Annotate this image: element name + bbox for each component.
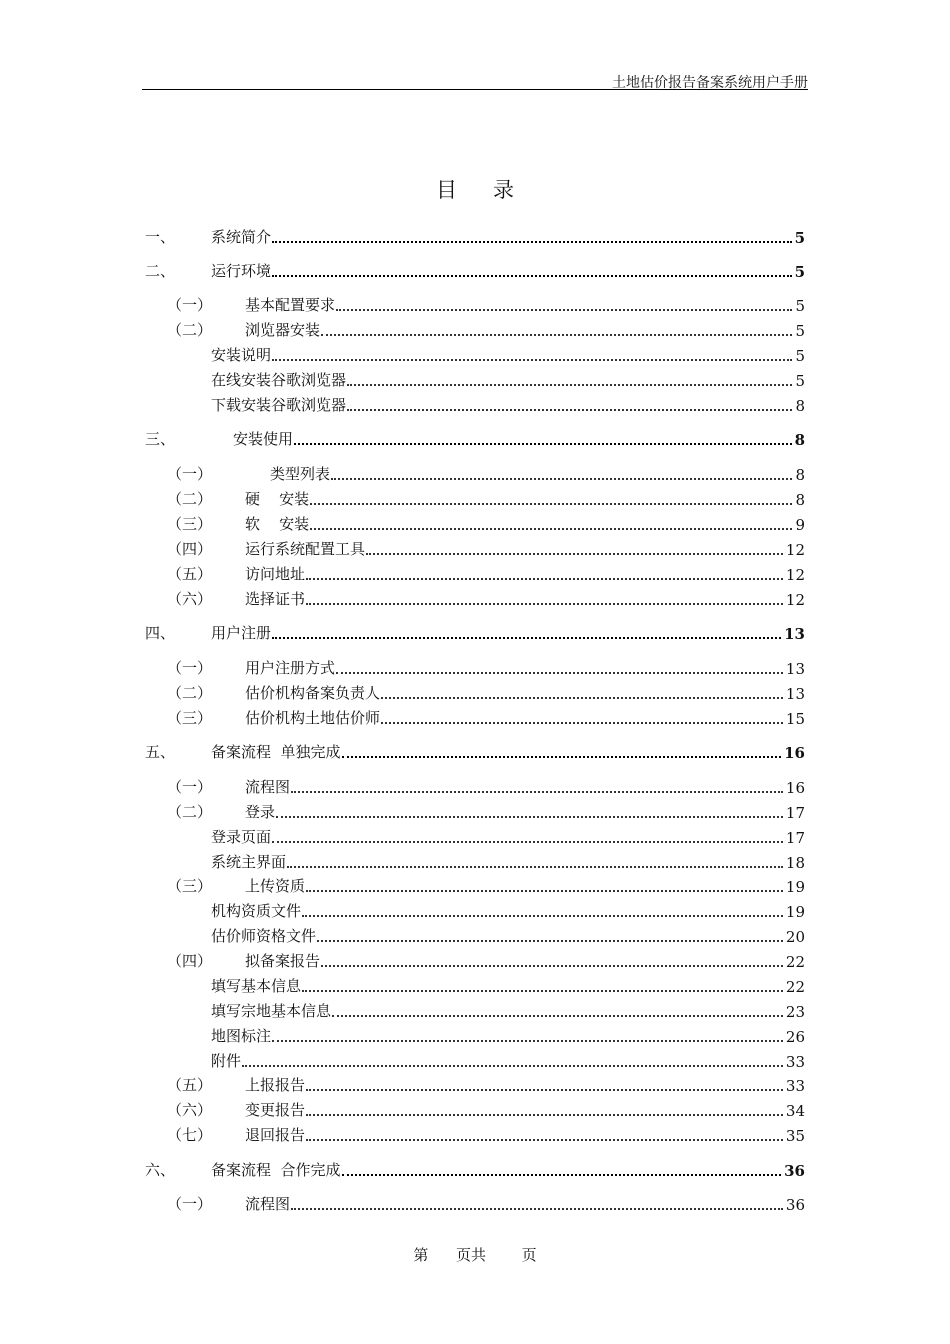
toc-entry[interactable] xyxy=(145,741,805,765)
toc-entry[interactable] xyxy=(211,1050,805,1074)
dot-leader xyxy=(272,637,781,639)
footer-middle: 页共 xyxy=(455,1246,486,1264)
toc-entry-page: 15 xyxy=(785,710,805,728)
dot-leader xyxy=(306,1114,783,1116)
toc-entry[interactable] xyxy=(145,260,805,284)
toc-entry-title: 填写宗地基本信息 xyxy=(211,1002,332,1020)
toc-entry-page: 5 xyxy=(795,372,805,390)
toc-entry-title: 附件 xyxy=(211,1052,242,1070)
dot-leader xyxy=(242,1065,783,1067)
toc-entry-number: （六） xyxy=(167,590,213,608)
dot-leader xyxy=(336,309,792,311)
page-footer xyxy=(0,1244,950,1265)
toc-entry-page: 35 xyxy=(785,1127,805,1145)
toc-entry-page: 20 xyxy=(785,928,805,946)
dot-leader xyxy=(310,503,792,505)
toc-entry[interactable] xyxy=(211,369,805,393)
toc-entry[interactable] xyxy=(211,344,805,368)
toc-entry-title: 用户注册方式 xyxy=(245,659,336,677)
dot-leader xyxy=(272,241,792,243)
dot-leader xyxy=(306,1139,783,1141)
toc-entry-page: 5 xyxy=(795,347,805,365)
dot-leader xyxy=(331,478,792,480)
dot-leader xyxy=(317,940,783,942)
toc-entry-page: 19 xyxy=(785,903,805,921)
toc-entry-title: 运行系统配置工具 xyxy=(245,540,366,558)
toc-entry[interactable] xyxy=(167,1124,805,1148)
toc-entry[interactable] xyxy=(167,463,805,487)
dot-leader xyxy=(332,1015,783,1017)
toc-entry-title: 类型列表 xyxy=(270,465,331,483)
toc-entry-page: 26 xyxy=(785,1028,805,1046)
toc-entry[interactable] xyxy=(167,950,805,974)
toc-entry-title: 硬 安装 xyxy=(245,490,310,508)
toc-entry-number: （五） xyxy=(167,565,213,583)
toc-entry-page: 12 xyxy=(785,591,805,609)
dot-leader xyxy=(272,275,792,277)
toc-entry-title: 运行环境 xyxy=(211,262,272,280)
toc-entry-number: 四、 xyxy=(145,624,176,642)
toc-entry[interactable] xyxy=(211,394,805,418)
toc-entry-number: （三） xyxy=(167,877,213,895)
toc-entry-page: 13 xyxy=(785,660,805,678)
toc-entry[interactable] xyxy=(167,294,805,318)
footer-prefix: 第 xyxy=(413,1246,429,1264)
toc-entry-title: 登录页面 xyxy=(211,828,272,846)
toc-entry-title: 安装使用 xyxy=(233,430,294,448)
toc-entry-title: 在线安装谷歌浏览器 xyxy=(211,371,347,389)
toc-entry-title: 基本配置要求 xyxy=(245,296,336,314)
toc-entry-page: 8 xyxy=(794,431,805,449)
dot-leader xyxy=(321,965,783,967)
toc-entry[interactable] xyxy=(167,707,805,731)
toc-entry-page: 36 xyxy=(785,1196,805,1214)
toc-entry-title: 退回报告 xyxy=(245,1126,306,1144)
toc-entry[interactable] xyxy=(211,900,805,924)
toc-entry-title: 估价机构备案负责人 xyxy=(245,684,381,702)
toc-entry-title: 机构资质文件 xyxy=(211,902,302,920)
dot-leader xyxy=(347,384,792,386)
toc-entry-number: （一） xyxy=(167,659,213,677)
toc-entry-page: 5 xyxy=(794,263,805,281)
toc-entry-page: 23 xyxy=(785,1003,805,1021)
dot-leader xyxy=(294,443,792,445)
toc-entry[interactable] xyxy=(211,975,805,999)
dot-leader xyxy=(336,672,783,674)
toc-entry-title: 用户注册 xyxy=(211,624,272,642)
toc-entry-number: （三） xyxy=(167,709,213,727)
toc-entry[interactable] xyxy=(145,428,805,452)
toc-entry[interactable] xyxy=(211,1000,805,1024)
toc-entry-page: 12 xyxy=(785,566,805,584)
dot-leader xyxy=(366,553,783,555)
toc-entry-title: 浏览器安装 xyxy=(245,321,321,339)
toc-entry-number: （一） xyxy=(167,296,213,314)
toc-entry[interactable] xyxy=(167,875,805,899)
toc-entry-title: 上报报告 xyxy=(245,1076,306,1094)
toc-entry-page: 22 xyxy=(785,953,805,971)
toc-entry-title: 变更报告 xyxy=(245,1101,306,1119)
toc-entry-page: 33 xyxy=(785,1053,805,1071)
toc-entry[interactable] xyxy=(167,513,805,537)
toc-entry-number: 一、 xyxy=(145,228,176,246)
toc-entry-number: （一） xyxy=(167,1195,213,1213)
dot-leader xyxy=(302,990,783,992)
toc-entry[interactable] xyxy=(167,538,805,562)
toc-entry-title: 访问地址 xyxy=(245,565,306,583)
toc-entry[interactable] xyxy=(167,682,805,706)
toc-entry-number: （一） xyxy=(167,465,213,483)
toc-entry[interactable] xyxy=(167,801,805,825)
toc-entry-page: 9 xyxy=(795,516,805,534)
toc-entry-number: （二） xyxy=(167,803,213,821)
toc-entry-number: （六） xyxy=(167,1101,213,1119)
dot-leader xyxy=(342,756,782,758)
toc-entry-number: （二） xyxy=(167,321,213,339)
toc-entry[interactable] xyxy=(145,1159,805,1183)
toc-entry-title: 登录 xyxy=(245,803,276,821)
toc-entry-page: 12 xyxy=(785,541,805,559)
toc-entry-number: （二） xyxy=(167,684,213,702)
toc-entry-title: 拟备案报告 xyxy=(245,952,321,970)
toc-entry[interactable] xyxy=(145,226,805,250)
dot-leader xyxy=(321,334,792,336)
toc-title: 目录 xyxy=(436,178,550,202)
toc-entry[interactable] xyxy=(211,925,805,949)
toc-entry-page: 17 xyxy=(785,804,805,822)
toc-entry-title: 流程图 xyxy=(245,778,291,796)
dot-leader xyxy=(291,1208,783,1210)
running-header: 土地估价报告备案系统用户手册 xyxy=(612,75,808,91)
toc-entry-number: （四） xyxy=(167,540,213,558)
toc-entry[interactable] xyxy=(211,851,805,875)
toc-entry-title: 安装说明 xyxy=(211,346,272,364)
dot-leader xyxy=(306,578,783,580)
toc-entry-page: 36 xyxy=(784,1162,805,1180)
dot-leader xyxy=(347,409,792,411)
toc-entry[interactable] xyxy=(167,488,805,512)
dot-leader xyxy=(276,816,783,818)
toc-entry-page: 34 xyxy=(785,1102,805,1120)
toc-entry-title: 下载安装谷歌浏览器 xyxy=(211,396,347,414)
toc-entry[interactable] xyxy=(167,1193,805,1217)
toc-entry-number: （五） xyxy=(167,1076,213,1094)
toc-entry-number: 三、 xyxy=(145,430,176,448)
toc-entry-title: 估价机构土地估价师 xyxy=(245,709,381,727)
toc-entry[interactable] xyxy=(145,622,805,646)
toc-entry[interactable] xyxy=(167,1099,805,1123)
toc-entry-number: 五、 xyxy=(145,743,176,761)
dot-leader xyxy=(310,528,792,530)
toc-entry-title: 估价师资格文件 xyxy=(211,927,317,945)
toc-entry[interactable] xyxy=(211,826,805,850)
toc-entry-page: 22 xyxy=(785,978,805,996)
dot-leader xyxy=(306,890,783,892)
toc-entry-page: 18 xyxy=(785,854,805,872)
toc-entry-page: 5 xyxy=(795,297,805,315)
toc-entry-title: 流程图 xyxy=(245,1195,291,1213)
toc-entry-number: 二、 xyxy=(145,262,176,280)
toc-entry-title: 系统主界面 xyxy=(211,853,287,871)
toc-entry-page: 8 xyxy=(795,491,805,509)
toc-entry-title: 软 安装 xyxy=(245,515,310,533)
toc-entry-page: 5 xyxy=(794,229,805,247)
dot-leader xyxy=(306,603,783,605)
dot-leader xyxy=(342,1174,782,1176)
toc-entry-title: 填写基本信息 xyxy=(211,977,302,995)
dot-leader xyxy=(272,1040,783,1042)
toc-entry-page: 16 xyxy=(784,744,805,762)
toc-entry[interactable] xyxy=(167,588,805,612)
toc-entry-number: （七） xyxy=(167,1126,213,1144)
toc-entry-page: 8 xyxy=(795,466,805,484)
toc-entry-page: 13 xyxy=(784,625,805,643)
toc-entry-page: 8 xyxy=(795,397,805,415)
toc-entry-title: 选择证书 xyxy=(245,590,306,608)
dot-leader xyxy=(381,697,783,699)
toc-entry[interactable] xyxy=(167,657,805,681)
toc-entry[interactable] xyxy=(167,563,805,587)
toc-entry-title: 系统简介 xyxy=(211,228,272,246)
dot-leader xyxy=(306,1089,783,1091)
toc-entry-page: 17 xyxy=(785,829,805,847)
toc-entry-title: 备案流程 单独完成 xyxy=(211,743,341,761)
toc-entry-title: 地图标注 xyxy=(211,1027,272,1045)
dot-leader xyxy=(272,359,792,361)
toc-entry-number: （三） xyxy=(167,515,213,533)
dot-leader xyxy=(302,915,783,917)
toc-entry[interactable] xyxy=(211,1025,805,1049)
toc-entry-page: 16 xyxy=(785,779,805,797)
toc-entry-number: 六、 xyxy=(145,1161,176,1179)
toc-entry-page: 19 xyxy=(785,878,805,896)
toc-entry-title: 上传资质 xyxy=(245,877,306,895)
toc-entry-number: （四） xyxy=(167,952,213,970)
toc-entry-page: 5 xyxy=(795,322,805,340)
dot-leader xyxy=(272,841,783,843)
toc-entry[interactable] xyxy=(167,1074,805,1098)
toc-entry-page: 33 xyxy=(785,1077,805,1095)
dot-leader xyxy=(291,791,783,793)
toc-entry-title: 备案流程 合作完成 xyxy=(211,1161,341,1179)
toc-entry-number: （一） xyxy=(167,778,213,796)
toc-entry[interactable] xyxy=(167,776,805,800)
dot-leader xyxy=(381,722,783,724)
toc-entry-number: （二） xyxy=(167,490,213,508)
toc-entry-page: 13 xyxy=(785,685,805,703)
footer-suffix: 页 xyxy=(521,1246,537,1264)
dot-leader xyxy=(287,866,783,868)
toc-entry[interactable] xyxy=(167,319,805,343)
